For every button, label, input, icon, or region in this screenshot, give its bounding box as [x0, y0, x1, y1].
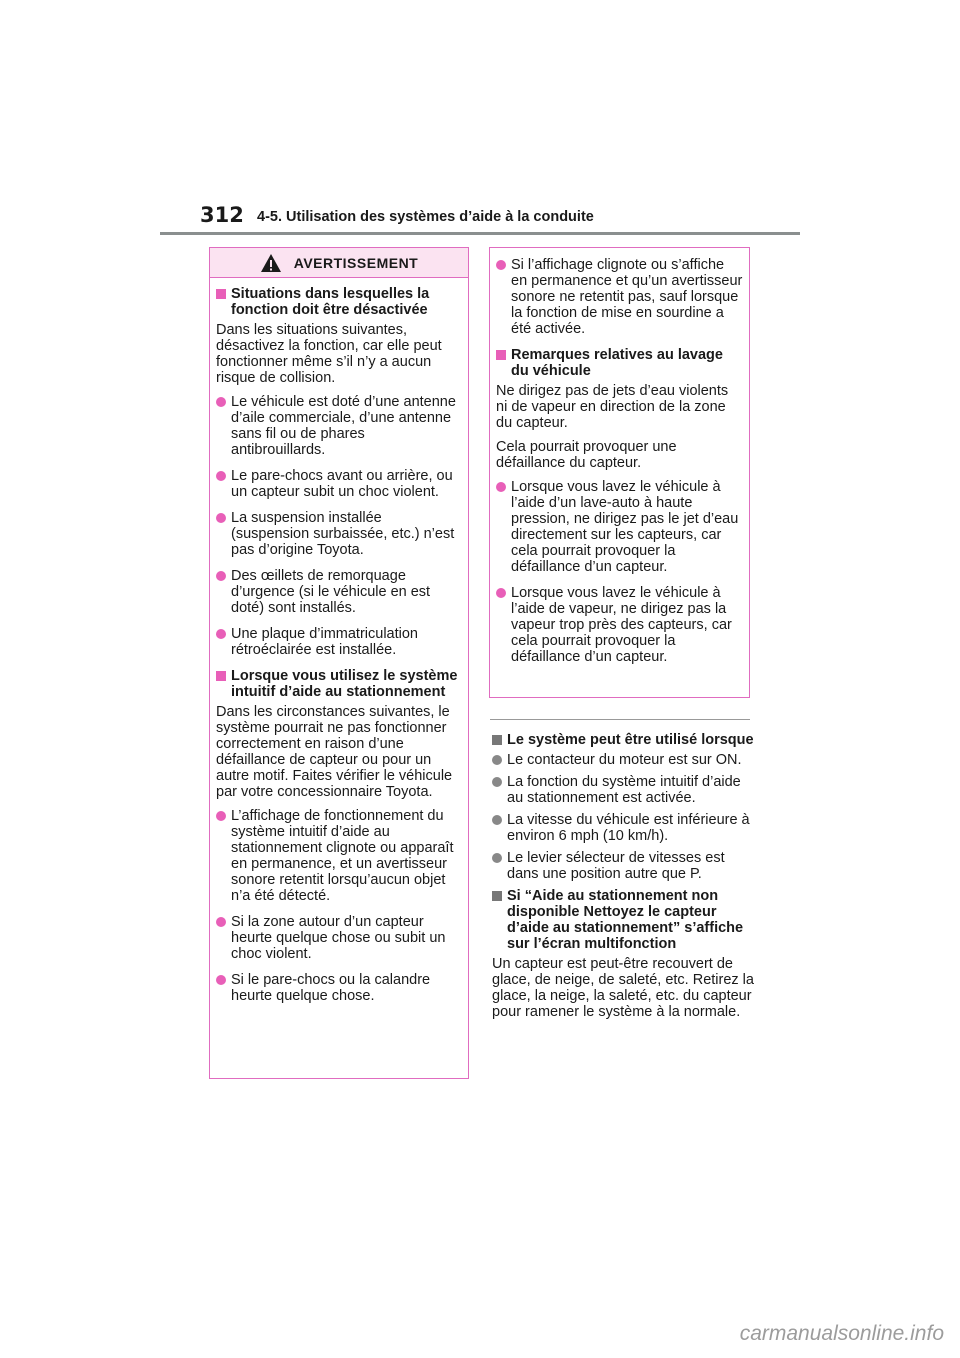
list-item-text: Si l’affichage clignote ou s’affiche en permanence et qu’un avertisseur sonore ne retentit pas, sauf lorsque la fonction de mise en sourdine a été activée.: [511, 257, 743, 337]
warning-label: AVERTISSEMENT: [293, 254, 419, 271]
list-item-text: La suspension installée (suspension surbaissée, etc.) n’est pas d’origine Toyota.: [231, 510, 455, 558]
list-item-text: Lorsque vous lavez le véhicule à l’aide de vapeur, ne dirigez pas la vapeur trop près des capteurs, car cela pourrait provoquer la défaillance d’un capteur.: [511, 585, 732, 665]
heading-sensor-message: [492, 888, 754, 952]
list-item: [496, 585, 743, 665]
section-divider: [490, 719, 750, 720]
list-item: [492, 812, 754, 844]
round-bullet-icon: [216, 975, 226, 985]
section-title: 4-5. Utilisation des systèmes d’aide à la conduite: [257, 209, 594, 225]
body-column: [492, 726, 754, 1028]
list-item: [216, 394, 462, 458]
heading-text: Situations dans lesquelles la fonction doit être désactivée: [231, 286, 430, 318]
list-item-text: Des œillets de remorquage d’urgence (si le véhicule en est doté) sont installés.: [231, 568, 431, 616]
list-item: [216, 972, 462, 1004]
heading-washing: [496, 347, 743, 379]
paragraph: Cela pourrait provoquer une défaillance du capteur.: [496, 439, 677, 471]
header-rule: [160, 232, 800, 235]
round-bullet-icon: [496, 588, 506, 598]
list-item: [496, 257, 743, 337]
list-item-text: La fonction du système intuitif d’aide au stationnement est activée.: [507, 774, 741, 806]
list-item-text: Si le pare-chocs ou la calandre heurte quelque chose.: [231, 972, 431, 1004]
round-bullet-icon: [216, 811, 226, 821]
list-item-text: La vitesse du véhicule est inférieure à environ 6 mph (10 km/h).: [507, 812, 750, 844]
heading-text: Lorsque vous utilisez le système intuitif d’aide au stationnement: [231, 668, 458, 700]
list-item: [492, 774, 754, 806]
warning-box-left: [209, 247, 469, 1079]
list-item-text: Le pare-chocs avant ou arrière, ou un capteur subit un choc violent.: [231, 468, 453, 500]
paragraph: Dans les situations suivantes, désactivez la fonction, car elle peut fonctionner même s’il n’y a aucun risque de collision.: [216, 322, 442, 386]
heading-situations: [216, 286, 462, 318]
round-bullet-icon: [216, 629, 226, 639]
list-item-text: Lorsque vous lavez le véhicule à l’aide d’un lave-auto à haute pression, ne dirigez pas le jet d’eau directement sur les capteurs, car cela pourrait provoquer la défaillance d’un capteur.: [511, 479, 739, 575]
list-item-text: Le véhicule est doté d’une antenne d’aile commerciale, d’une antenne sans fil ou de phares antibrouillards.: [231, 394, 456, 458]
heading-text: Le système peut être utilisé lorsque: [507, 732, 754, 748]
paragraph: Dans les circonstances suivantes, le système pourrait ne pas fonctionner correctement en raison d’une défaillance de capteur ou pour un autre motif. Faites vérifier le véhicule par votre concessionnaire Toyota.: [216, 704, 453, 800]
round-bullet-icon: [492, 777, 502, 787]
list-item-text: Une plaque d’immatriculation rétroéclairée est installée.: [231, 626, 418, 658]
list-item: [216, 468, 462, 500]
list-item: [492, 850, 754, 882]
list-item-text: Le levier sélecteur de vitesses est dans une position autre que P.: [507, 850, 725, 882]
heading-text: Si “Aide au stationnement non disponible Nettoyez le capteur d’aide au stationnement” s’affiche sur l’écran multifonction: [507, 888, 744, 952]
square-bullet-icon: [216, 289, 226, 299]
list-item-text: Le contacteur du moteur est sur ON.: [507, 752, 742, 768]
round-bullet-icon: [496, 482, 506, 492]
square-bullet-icon: [216, 671, 226, 681]
heading-text: Remarques relatives au lavage du véhicule: [511, 347, 723, 379]
list-item: [492, 752, 754, 768]
round-bullet-icon: [216, 397, 226, 407]
round-bullet-icon: [496, 260, 506, 270]
round-bullet-icon: [492, 853, 502, 863]
paragraph: Un capteur est peut-être recouvert de glace, de neige, de saleté, etc. Retirez la glace, la neige, la saleté, etc. du capteur pour ramener le système à la normale.: [492, 956, 754, 1020]
warning-triangle-icon: [260, 253, 282, 273]
watermark: carmanualsonline.info: [739, 1322, 944, 1345]
square-bullet-icon: [492, 735, 502, 745]
list-item: [216, 626, 462, 658]
list-item: [216, 914, 462, 962]
square-bullet-icon: [492, 891, 502, 901]
list-item: [216, 510, 462, 558]
round-bullet-icon: [216, 571, 226, 581]
list-item: [496, 479, 743, 575]
list-item: [216, 568, 462, 616]
warning-box-right: [489, 247, 750, 698]
round-bullet-icon: [492, 755, 502, 765]
list-item-text: L’affichage de fonctionnement du système intuitif d’aide au stationnement clignote ou apparaît en permanence, et un avertisseur sonore retentit lorsqu’aucun objet n’a été détecté.: [231, 808, 454, 904]
round-bullet-icon: [492, 815, 502, 825]
heading-operating-conditions: [492, 732, 754, 748]
paragraph: Ne dirigez pas de jets d’eau violents ni de vapeur en direction de la zone du capteur.: [496, 383, 729, 431]
round-bullet-icon: [216, 917, 226, 927]
round-bullet-icon: [216, 471, 226, 481]
square-bullet-icon: [496, 350, 506, 360]
page-number: 312: [200, 203, 244, 227]
heading-system-use: [216, 668, 462, 700]
list-item: [216, 808, 462, 904]
list-item-text: Si la zone autour d’un capteur heurte quelque chose ou subit un choc violent.: [231, 914, 446, 962]
round-bullet-icon: [216, 513, 226, 523]
warning-header: [210, 248, 468, 278]
